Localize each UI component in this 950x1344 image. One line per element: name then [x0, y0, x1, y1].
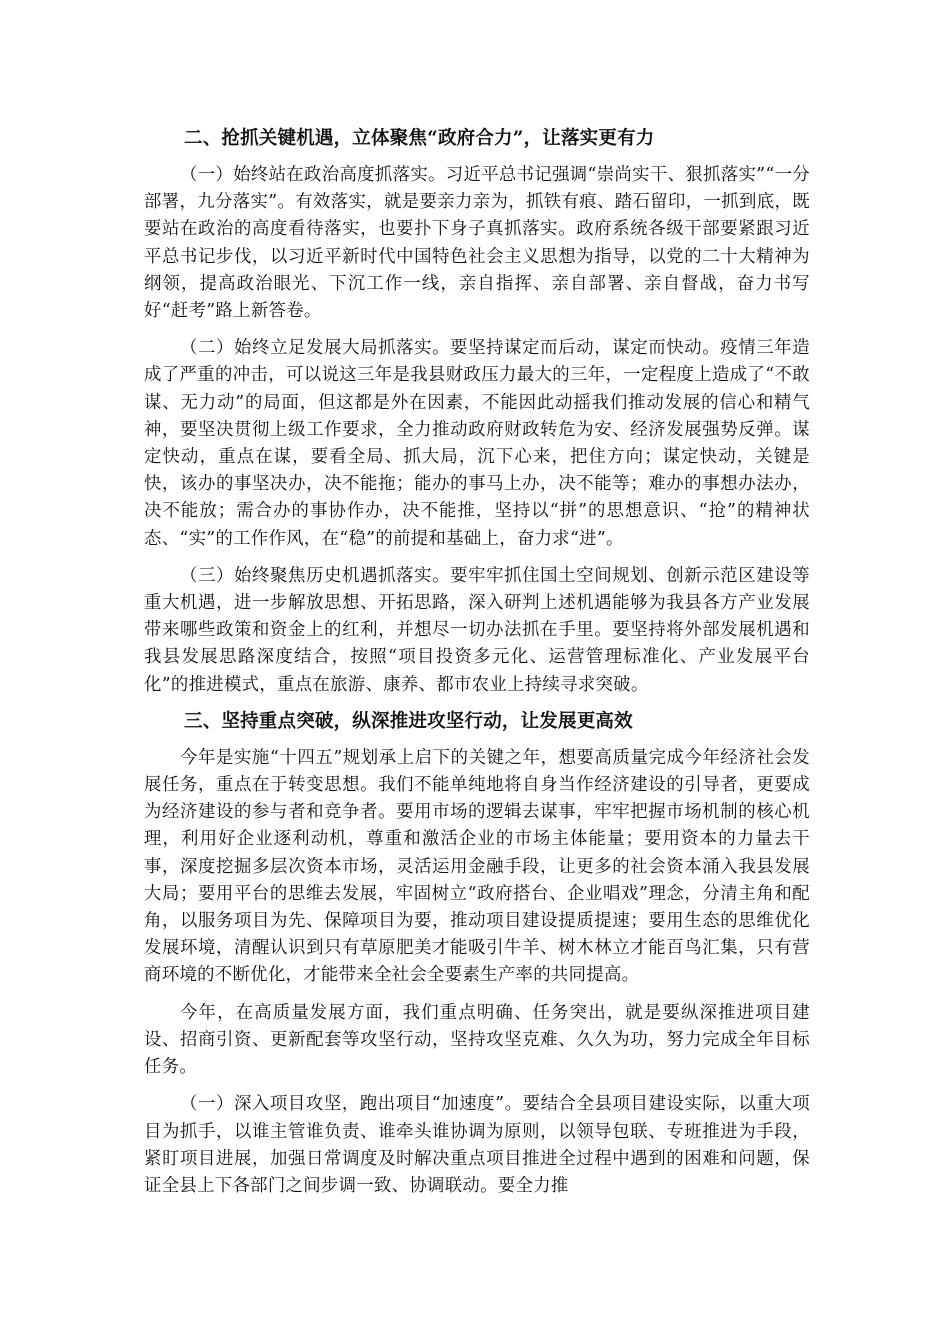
section-2-paragraph-1: （一）始终站在政治高度抓落实。习近平总书记强调“崇尚实干、狠抓落实”“一分部署，九分落实”。有效落实，就是要亲力亲为，抓铁有痕、踏石留印，一抓到底，既要站在政治的高度看待落实，也要扑下身子真抓落实。政府系统各级干部要紧跟习近平总书记步伐，以习近平新时代中国特色社会主义思想为指导，以党的二十大精神为纲领，提高政治眼光、下沉工作一线，亲自指挥、亲自部署、亲自督战，奋力书写好“赶考”路上新答卷。 [144, 165, 810, 322]
section-2-paragraph-3: （三）始终聚焦历史机遇抓落实。要牢牢抓住国土空间规划、创新示范区建设等重大机遇，进一步解放思想、开拓思路，深入研判上述机遇能够为我县各方产业发展带来哪些政策和资金上的红利，并想尽一切办法抓在手里。要坚持将外部发展机遇和我县发展思路深度结合，按照“项目投资多元化、运营管理标准化、产业发展平台化”的推进模式，重点在旅游、康养、都市农业上持续寻求突破。 [144, 565, 810, 695]
section-3-paragraph-1: 今年是实施“十四五”规划承上启下的关键之年，想要高质量完成今年经济社会发展任务，重点在于转变思想。我们不能单纯地将自身当作经济建设的引导者，更要成为经济建设的参与者和竞争者。要用市场的逻辑去谋事，牢牢把握市场机制的核心机理，利用好企业逐利动机，尊重和激活企业的市场主体能量；要用资本的力量去干事，深度挖掘多层次资本市场，灵活运用金融手段，让更多的社会资本涌入我县发展大局；要用平台的思维去发展，牢固树立“政府搭台、企业唱戏”理念，分清主角和配角，以服务项目为先、保障项目为要，推动项目建设提质提速；要用生态的思维优化发展环境，清醒认识到只有草原肥美才能吸引牛羊、树木林立才能百鸟汇集，只有营商环境的不断优化，才能带来全社会全要素生产率的共同提高。 [144, 747, 810, 986]
section-3-paragraph-3: （一）深入项目攻坚，跑出项目“加速度”。要结合全县项目建设实际，以重大项目为抓手，以谁主管谁负责、谁牵头谁协调为原则，以领导包联、专班推进为手段，紧盯项目进展，加强日常调度及时解决重点项目推进全过程中遇到的困难和问题，保证全县上下各部门之间步调一致、协调联动。要全力推 [144, 1094, 810, 1196]
section-2-paragraph-2: （二）始终立足发展大局抓落实。要坚持谋定而后动，谋定而快动。疫情三年造成了严重的冲击，可以说这三年是我县财政压力最大的三年，一定程度上造成了“不敢谋、无力动”的局面，但这都是外在因素，不能因此动摇我们推动发展的信心和精气神，要坚决贯彻上级工作要求，全力推动政府财政转危为安、经济发展强势反弹。谋定快动，重点在谋，要看全局、抓大局，沉下心来，把住方向；谋定快动，关键是快，该办的事坚决办，决不能拖；能办的事马上办，决不能等；难办的事想办法办，决不能放；需合办的事协作办，决不能推，坚持以“拼”的思想意识、“抢”的精神状态、“实”的工作作风，在“稳”的前提和基础上，奋力求“进”。 [144, 338, 810, 549]
document-page [144, 122, 810, 1200]
section-2-heading: 二、抢抓关键机遇，立体聚焦“政府合力”，让落实更有力 [184, 128, 655, 149]
section-3-paragraph-2: 今年，在高质量发展方面，我们重点明确、任务突出，就是要纵深推进项目建设、招商引资、更新配套等攻坚行动，坚持攻坚克难、久久为功，努力完成全年目标任务。 [144, 1002, 810, 1078]
section-3-heading: 三、坚持重点突破，纵深推进攻坚行动，让发展更高效 [184, 710, 633, 732]
